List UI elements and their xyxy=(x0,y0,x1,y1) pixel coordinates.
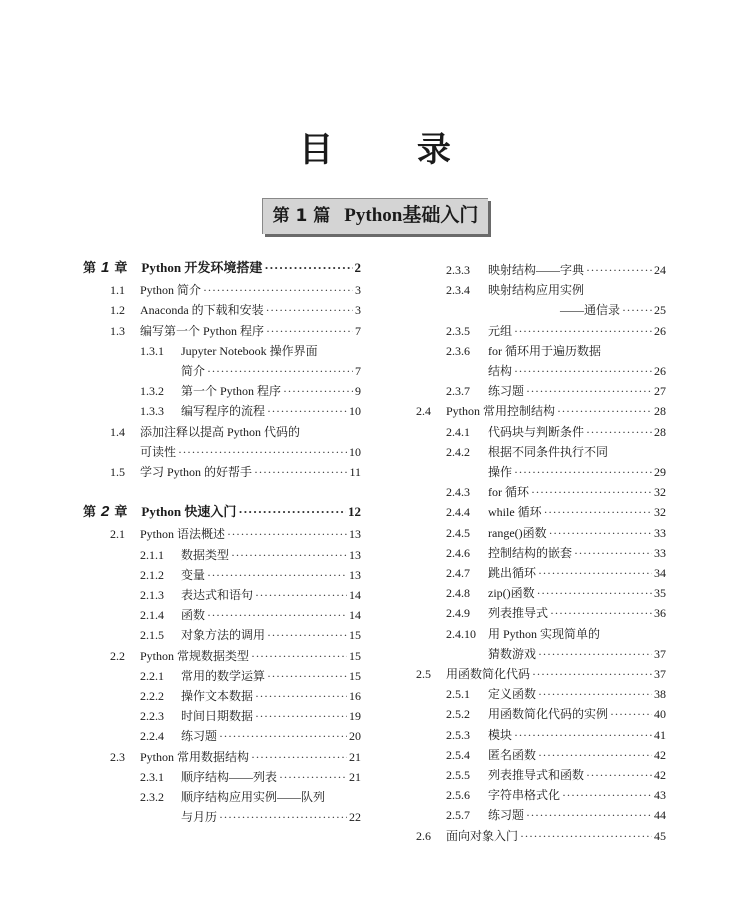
toc-entry xyxy=(140,587,361,603)
section-title-continued: ——通信录 xyxy=(560,303,621,318)
toc-entry xyxy=(110,526,361,542)
section-title: Python 简介 xyxy=(140,283,202,298)
toc-entry xyxy=(446,807,666,823)
section-number: 2.2.1 xyxy=(140,668,164,683)
page-number: 9 xyxy=(355,384,361,399)
section-number: 2.4.7 xyxy=(446,566,470,580)
toc-entry-continued xyxy=(140,444,361,460)
section-number: 1.3 xyxy=(110,323,125,338)
toc-entry xyxy=(140,627,361,643)
section-number: 2.1.3 xyxy=(140,588,164,602)
dot-leader xyxy=(251,648,347,664)
section-number: 2.1 xyxy=(110,527,125,542)
dot-leader xyxy=(219,728,347,744)
toc-entry xyxy=(446,525,666,541)
dot-leader xyxy=(238,504,346,520)
section-title: 函数 xyxy=(181,608,206,623)
page-number: 29 xyxy=(654,465,666,479)
dot-leader xyxy=(514,464,652,480)
page-number: 14 xyxy=(349,608,361,623)
chapter-title: Python 快速入门 xyxy=(141,504,237,520)
section-title: 映射结构——字典 xyxy=(488,263,585,277)
section-number: 2.3.6 xyxy=(446,343,470,358)
section-number: 1.5 xyxy=(110,465,125,479)
part-box xyxy=(262,198,489,234)
section-number: 2.1.4 xyxy=(140,608,164,623)
page-number: 2 xyxy=(354,260,361,275)
section-number: 1.3.3 xyxy=(140,404,164,419)
page-number: 13 xyxy=(349,567,361,582)
page-number: 10 xyxy=(349,404,361,419)
toc-entry-continued xyxy=(488,363,666,379)
section-title: 添加注释以提高 Python 代码的 xyxy=(140,424,301,439)
section-title: zip()函数 xyxy=(488,586,535,601)
page-number: 37 xyxy=(654,667,666,681)
section-number: 2.4 xyxy=(416,404,431,419)
toc-entry xyxy=(140,728,361,744)
toc-entry xyxy=(446,323,666,339)
part-heading xyxy=(0,198,750,234)
chapter-suffix: 章 xyxy=(114,260,128,275)
toc-entry xyxy=(446,686,666,702)
page-number: 7 xyxy=(355,323,361,338)
section-title: 列表推导式和函数 xyxy=(488,768,585,782)
section-title: 练习题 xyxy=(488,808,525,823)
dot-leader xyxy=(562,787,652,803)
toc-entry xyxy=(140,547,361,563)
section-title: 练习题 xyxy=(181,729,218,744)
page-number: 21 xyxy=(349,769,361,784)
page-number: 42 xyxy=(654,768,666,782)
toc-entry xyxy=(140,769,361,785)
section-title: 学习 Python 的好帮手 xyxy=(140,465,253,479)
page-number: 15 xyxy=(349,628,361,643)
page-number: 34 xyxy=(654,566,666,580)
toc-entry xyxy=(446,787,666,803)
toc-entry xyxy=(140,607,361,623)
section-title: 字符串格式化 xyxy=(488,788,561,803)
toc-entry xyxy=(446,484,666,500)
toc-entry xyxy=(110,424,361,440)
toc-entry xyxy=(446,767,666,783)
section-number: 2.3.7 xyxy=(446,384,470,399)
toc-entry xyxy=(140,708,361,724)
part-name: Python基础入门 xyxy=(344,205,479,226)
dot-leader xyxy=(550,605,652,621)
dot-leader xyxy=(514,363,652,379)
dot-leader xyxy=(538,686,652,702)
dot-leader xyxy=(557,403,652,419)
chapter-number xyxy=(83,504,127,520)
section-title: 编写程序的流程 xyxy=(181,404,266,419)
toc-entry xyxy=(110,302,361,318)
dot-leader xyxy=(586,767,652,783)
page-number: 13 xyxy=(349,547,361,562)
dot-leader xyxy=(255,587,347,603)
dot-leader xyxy=(255,708,347,724)
chapter-suffix: 章 xyxy=(114,504,128,520)
toc-entry xyxy=(140,688,361,704)
section-title: 模块 xyxy=(488,727,513,742)
section-number: 2.5.1 xyxy=(446,687,470,702)
section-title: range()函数 xyxy=(488,525,547,540)
toc-entry xyxy=(446,444,666,460)
toc-entry xyxy=(110,282,361,298)
toc-entry xyxy=(110,323,361,339)
dot-leader xyxy=(267,627,347,643)
section-number: 2.2.2 xyxy=(140,689,164,703)
dot-leader xyxy=(267,403,347,419)
toc-entry xyxy=(140,383,361,399)
dot-leader xyxy=(531,484,652,500)
page-number: 19 xyxy=(349,709,361,724)
page-number: 12 xyxy=(348,504,361,520)
dot-leader xyxy=(178,444,347,460)
page-number: 40 xyxy=(654,707,666,722)
page-title: 目 录 xyxy=(299,130,487,170)
section-number: 1.3.2 xyxy=(140,384,164,399)
section-number: 2.4.10 xyxy=(446,626,476,641)
section-title: 表达式和语句 xyxy=(181,588,254,602)
dot-leader xyxy=(538,646,652,662)
page-number: 21 xyxy=(349,749,361,764)
page-number: 28 xyxy=(654,404,666,419)
section-number: 2.3.2 xyxy=(140,790,164,804)
dot-leader xyxy=(537,585,652,601)
toc-entry xyxy=(446,383,666,399)
section-number: 2.4.6 xyxy=(446,545,470,560)
section-title: 对象方法的调用 xyxy=(181,628,266,643)
dot-leader xyxy=(207,567,347,583)
dot-leader xyxy=(283,383,353,399)
dot-leader xyxy=(532,666,652,682)
toc-entry xyxy=(110,749,361,765)
toc-entry xyxy=(140,343,361,359)
page-number: 20 xyxy=(349,729,361,744)
toc-entry xyxy=(140,567,361,583)
section-title: 用函数简化代码的实例 xyxy=(488,707,609,722)
toc-entry xyxy=(416,666,666,682)
section-number: 1.1 xyxy=(110,283,125,298)
section-title: Python 语法概述 xyxy=(140,527,226,542)
page-number: 24 xyxy=(654,263,666,277)
dot-leader xyxy=(520,828,652,844)
dot-leader xyxy=(538,565,652,581)
toc-entry-continued xyxy=(181,363,361,379)
page-number: 36 xyxy=(654,606,666,621)
section-title: 顺序结构应用实例——队列 xyxy=(181,790,326,804)
page-number: 14 xyxy=(349,588,361,602)
section-number: 2.1.1 xyxy=(140,547,164,562)
section-title: 映射结构应用实例 xyxy=(488,283,585,298)
section-number: 1.2 xyxy=(110,303,125,318)
section-title: 控制结构的嵌套 xyxy=(488,545,573,560)
chapter-prefix: 第 xyxy=(83,260,97,275)
dot-leader xyxy=(251,749,347,765)
section-title: for 循环 xyxy=(488,485,529,500)
section-number: 2.2 xyxy=(110,648,125,663)
section-title: 时间日期数据 xyxy=(181,709,254,724)
toc-entry xyxy=(446,282,666,298)
section-title: 定义函数 xyxy=(488,687,537,702)
page-number: 26 xyxy=(654,364,666,378)
section-title: Jupyter Notebook 操作界面 xyxy=(181,343,318,358)
section-title: 编写第一个 Python 程序 xyxy=(140,323,265,338)
dot-leader xyxy=(219,809,347,825)
section-number: 2.5.5 xyxy=(446,768,470,782)
chapter-index: 2 xyxy=(101,503,110,521)
page-number: 11 xyxy=(349,465,361,479)
page-number: 35 xyxy=(654,586,666,601)
section-number: 2.4.8 xyxy=(446,586,470,601)
section-title-continued: 与月历 xyxy=(181,810,218,825)
page-number: 41 xyxy=(654,727,666,742)
section-number: 2.5.4 xyxy=(446,747,470,762)
page-number: 22 xyxy=(349,810,361,825)
dot-leader xyxy=(549,525,652,541)
dot-leader xyxy=(622,302,652,318)
page-number: 16 xyxy=(349,689,361,703)
section-title: Python 常用数据结构 xyxy=(140,749,250,764)
toc-entry xyxy=(416,828,666,844)
section-title: Anaconda 的下载和安装 xyxy=(140,303,264,318)
section-title: 常用的数学运算 xyxy=(181,668,266,683)
dot-leader xyxy=(514,323,652,339)
chapter-entry xyxy=(83,504,361,520)
toc-entry xyxy=(446,605,666,621)
section-title: Python 常规数据类型 xyxy=(140,648,250,663)
section-title: 操作文本数据 xyxy=(181,689,254,703)
section-number: 2.3.1 xyxy=(140,769,164,784)
chapter-entry xyxy=(83,260,361,276)
section-title: while 循环 xyxy=(488,505,542,520)
section-title: 第一个 Python 程序 xyxy=(181,384,282,399)
dot-leader xyxy=(610,706,652,722)
page-number: 32 xyxy=(654,485,666,500)
chapter-prefix: 第 xyxy=(83,504,97,520)
dot-leader xyxy=(526,807,652,823)
section-title: 列表推导式 xyxy=(488,606,549,621)
dot-leader xyxy=(264,260,352,276)
section-number: 2.4.4 xyxy=(446,505,470,520)
section-number: 2.4.1 xyxy=(446,424,470,439)
section-number: 2.1.2 xyxy=(140,567,164,582)
page-number: 42 xyxy=(654,747,666,762)
chapter-number xyxy=(83,260,127,276)
section-number: 2.3 xyxy=(110,749,125,764)
dot-leader xyxy=(586,424,652,440)
section-title: 根据不同条件执行不同 xyxy=(488,444,609,459)
dot-leader xyxy=(574,545,652,561)
dot-leader xyxy=(586,262,652,278)
section-title: 用函数简化代码 xyxy=(446,667,531,681)
section-number: 2.4.9 xyxy=(446,606,470,621)
toc-entry xyxy=(140,403,361,419)
page-number: 3 xyxy=(355,283,361,298)
toc-entry xyxy=(446,585,666,601)
toc-entry xyxy=(416,403,666,419)
section-title: 面向对象入门 xyxy=(446,828,519,843)
page-number: 3 xyxy=(355,303,361,318)
toc-entry xyxy=(446,343,666,359)
section-number: 2.3.3 xyxy=(446,263,470,277)
section-title: 用 Python 实现简单的 xyxy=(488,626,601,641)
section-number: 1.3.1 xyxy=(140,343,164,358)
toc-entry xyxy=(446,727,666,743)
dot-leader xyxy=(255,688,347,704)
section-title: 变量 xyxy=(181,567,206,582)
toc-entry xyxy=(446,626,666,642)
section-number: 2.3.5 xyxy=(446,323,470,338)
toc-entry xyxy=(140,789,361,805)
page-number: 37 xyxy=(654,646,666,661)
section-title-continued: 可读性 xyxy=(140,444,177,459)
dot-leader xyxy=(266,323,353,339)
dot-leader xyxy=(203,282,353,298)
dot-leader xyxy=(514,727,652,743)
page-number: 15 xyxy=(349,648,361,663)
dot-leader xyxy=(526,383,652,399)
page-number: 15 xyxy=(349,668,361,683)
section-number: 2.3.4 xyxy=(446,283,470,298)
toc-entry xyxy=(446,565,666,581)
dot-leader xyxy=(207,607,347,623)
page-number: 10 xyxy=(349,444,361,459)
section-number: 2.4.5 xyxy=(446,525,470,540)
dot-leader xyxy=(279,769,347,785)
section-number: 1.4 xyxy=(110,424,125,439)
section-number: 2.5 xyxy=(416,667,431,681)
chapter-index: 1 xyxy=(101,259,110,276)
dot-leader xyxy=(538,747,652,763)
toc-entry xyxy=(140,668,361,684)
section-title: 跳出循环 xyxy=(488,566,537,580)
section-number: 2.6 xyxy=(416,828,431,843)
dot-leader xyxy=(207,363,353,379)
page-number: 28 xyxy=(654,424,666,439)
page-number: 25 xyxy=(654,303,666,318)
section-number: 2.5.3 xyxy=(446,727,470,742)
toc-entry xyxy=(446,424,666,440)
section-title: 匿名函数 xyxy=(488,747,537,762)
toc-entry xyxy=(446,504,666,520)
section-title-continued: 操作 xyxy=(488,465,513,479)
page-number: 32 xyxy=(654,505,666,520)
toc-entry-continued xyxy=(488,464,666,480)
section-title: 练习题 xyxy=(488,384,525,399)
page-number: 13 xyxy=(349,527,361,542)
chapter-title: Python 开发环境搭建 xyxy=(141,260,263,275)
section-title: Python 常用控制结构 xyxy=(446,404,556,419)
toc-entry xyxy=(446,545,666,561)
section-title: for 循环用于遍历数据 xyxy=(488,343,601,358)
page-number: 33 xyxy=(654,525,666,540)
dot-leader xyxy=(227,526,347,542)
section-number: 2.2.3 xyxy=(140,709,164,724)
dot-leader xyxy=(231,547,347,563)
page-number: 44 xyxy=(654,808,666,823)
section-title-continued: 简介 xyxy=(181,364,206,378)
toc-entry-continued xyxy=(181,809,361,825)
section-number: 2.5.7 xyxy=(446,808,470,823)
toc-entry xyxy=(110,464,361,480)
page-number: 45 xyxy=(654,828,666,843)
section-number: 2.4.3 xyxy=(446,485,470,500)
toc-entry xyxy=(446,262,666,278)
page-number: 27 xyxy=(654,384,666,399)
section-number: 2.1.5 xyxy=(140,628,164,643)
section-number: 2.4.2 xyxy=(446,444,470,459)
dot-leader xyxy=(266,302,353,318)
section-title-continued: 结构 xyxy=(488,364,513,378)
toc-entry-continued xyxy=(488,646,666,662)
dot-leader xyxy=(267,668,347,684)
page-number: 33 xyxy=(654,545,666,560)
section-number: 2.5.2 xyxy=(446,707,470,722)
page-number: 38 xyxy=(654,687,666,702)
toc-entry xyxy=(446,706,666,722)
section-title: 顺序结构——列表 xyxy=(181,769,278,784)
section-title-continued: 猜数游戏 xyxy=(488,646,537,661)
section-title: 数据类型 xyxy=(181,547,230,562)
page-number: 26 xyxy=(654,323,666,338)
section-title: 元组 xyxy=(488,323,513,338)
page-number: 43 xyxy=(654,788,666,803)
page-number: 7 xyxy=(355,364,361,378)
part-label: 第 1 篇 xyxy=(272,206,331,226)
section-number: 2.5.6 xyxy=(446,788,470,803)
dot-leader xyxy=(254,464,347,480)
toc-entry-continued xyxy=(560,302,666,318)
section-number: 2.2.4 xyxy=(140,729,164,744)
toc-entry xyxy=(446,747,666,763)
dot-leader xyxy=(544,504,652,520)
section-title: 代码块与判断条件 xyxy=(488,424,585,439)
toc-entry xyxy=(110,648,361,664)
